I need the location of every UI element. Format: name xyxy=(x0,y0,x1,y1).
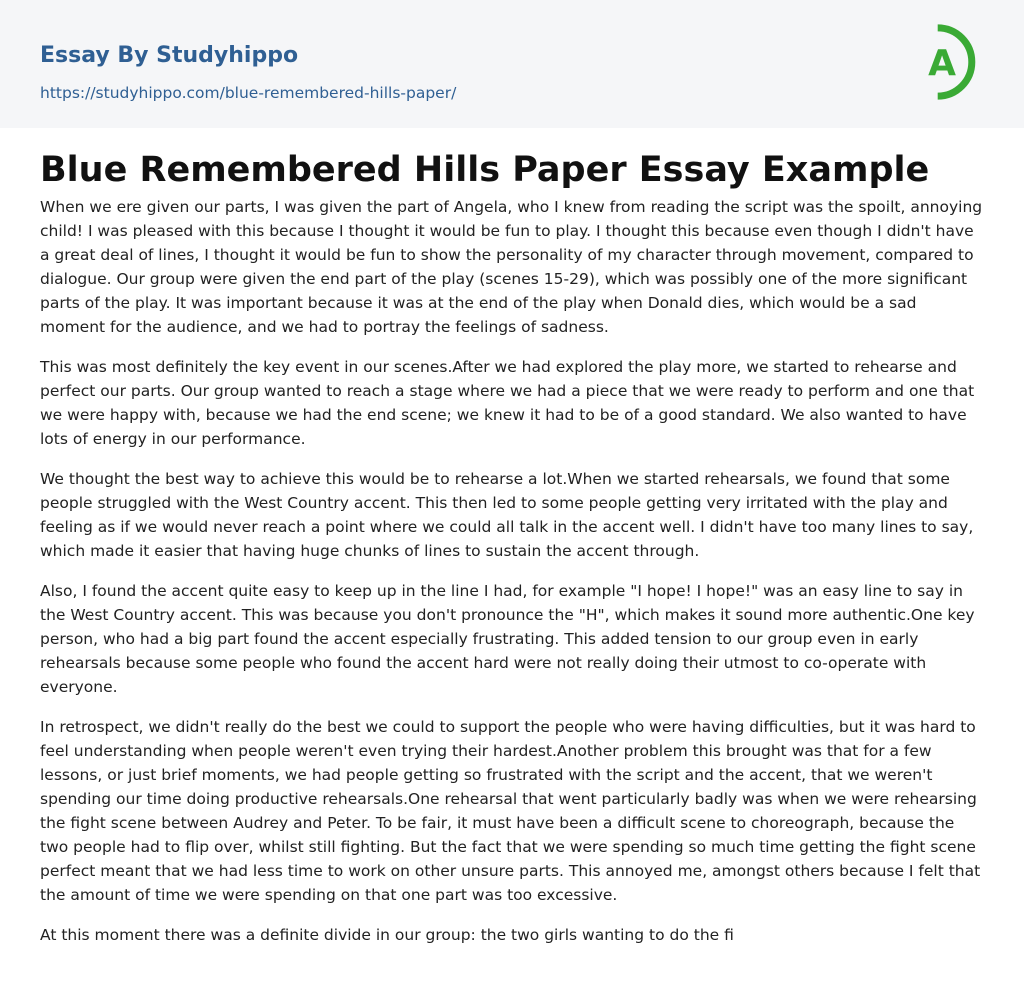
essay-paragraph: We thought the best way to achieve this would be to rehearse a lot.When we started rehearsals, we found that some people struggled with the West Country accent. This then led to some people getting very irritated with the play and feeling as if we would never reach a point where we could all talk in the accent well. I didn't have too many lines to say, which made it easier that having huge chunks of lines to sustain the accent through. xyxy=(40,470,974,560)
essay-paragraph-truncated: At this moment there was a definite divide in our group: the two girls wanting to do the fi xyxy=(40,926,734,944)
essay-paragraph: When we ere given our parts, I was given the part of Angela, who I knew from reading the script was the spoilt, annoying child! I was pleased with this because I thought it would be fun to play. I thought this because even though I didn't have a great deal of lines, I thought it would be fun to show the personality of my character through movement, compared to dialogue. Our group were given the end part of the play (scenes 15-29), which was possibly one of the more significant parts of the play. It was important because it was at the end of the play when Donald dies, which would be a sad moment for the audience, and we had to portray the feelings of sadness. xyxy=(40,198,983,336)
essay-paragraph: Also, I found the accent quite easy to keep up in the line I had, for example "I hope! I hope!" was an easy line to say in the West Country accent. This was because you don't pronounce the "H", which makes it sound more authentic.One key person, who had a big part found the accent especially frustrating. This added tension to our group even in early rehearsals because some people who found the accent hard were not really doing their utmost to co-operate with everyone. xyxy=(40,582,975,696)
essay-paragraph: This was most definitely the key event in our scenes.After we had explored the play more, we started to rehearse and perfect our parts. Our group wanted to reach a stage where we had a piece that we were ready to perform and one that we were happy with, because we had the end scene; we knew it had to be of a good standard. We also wanted to have lots of energy in our performance. xyxy=(40,358,975,448)
site-header xyxy=(0,0,1024,128)
page-url-link[interactable]: https://studyhippo.com/blue-remembered-hills-paper/ xyxy=(40,84,457,102)
studyhippo-logo-icon[interactable] xyxy=(916,20,986,104)
page-title: Blue Remembered Hills Paper Essay Example xyxy=(40,150,930,190)
site-brand[interactable]: Essay By Studyhippo xyxy=(40,43,299,68)
logo-letter: A xyxy=(928,43,956,84)
article xyxy=(0,148,1024,947)
essay-paragraph: In retrospect, we didn't really do the best we could to support the people who were having difficulties, but it was hard to feel understanding when people weren't even trying their hardest.Another problem this brought was that for a few lessons, or just brief moments, we had people getting so frustrated with the script and the accent, that we weren't spending our time doing productive rehearsals.One rehearsal that went particularly badly was when we were rehearsing the fight scene between Audrey and Peter. To be fair, it must have been a difficult scene to choreograph, because the two people had to flip over, whilst still fighting. But the fact that we were spending so much time getting the fight scene perfect meant that we had less time to work on other unsure parts. This annoyed me, amongst others because I felt that the amount of time we were spending on that one part was too excessive. xyxy=(40,718,981,904)
